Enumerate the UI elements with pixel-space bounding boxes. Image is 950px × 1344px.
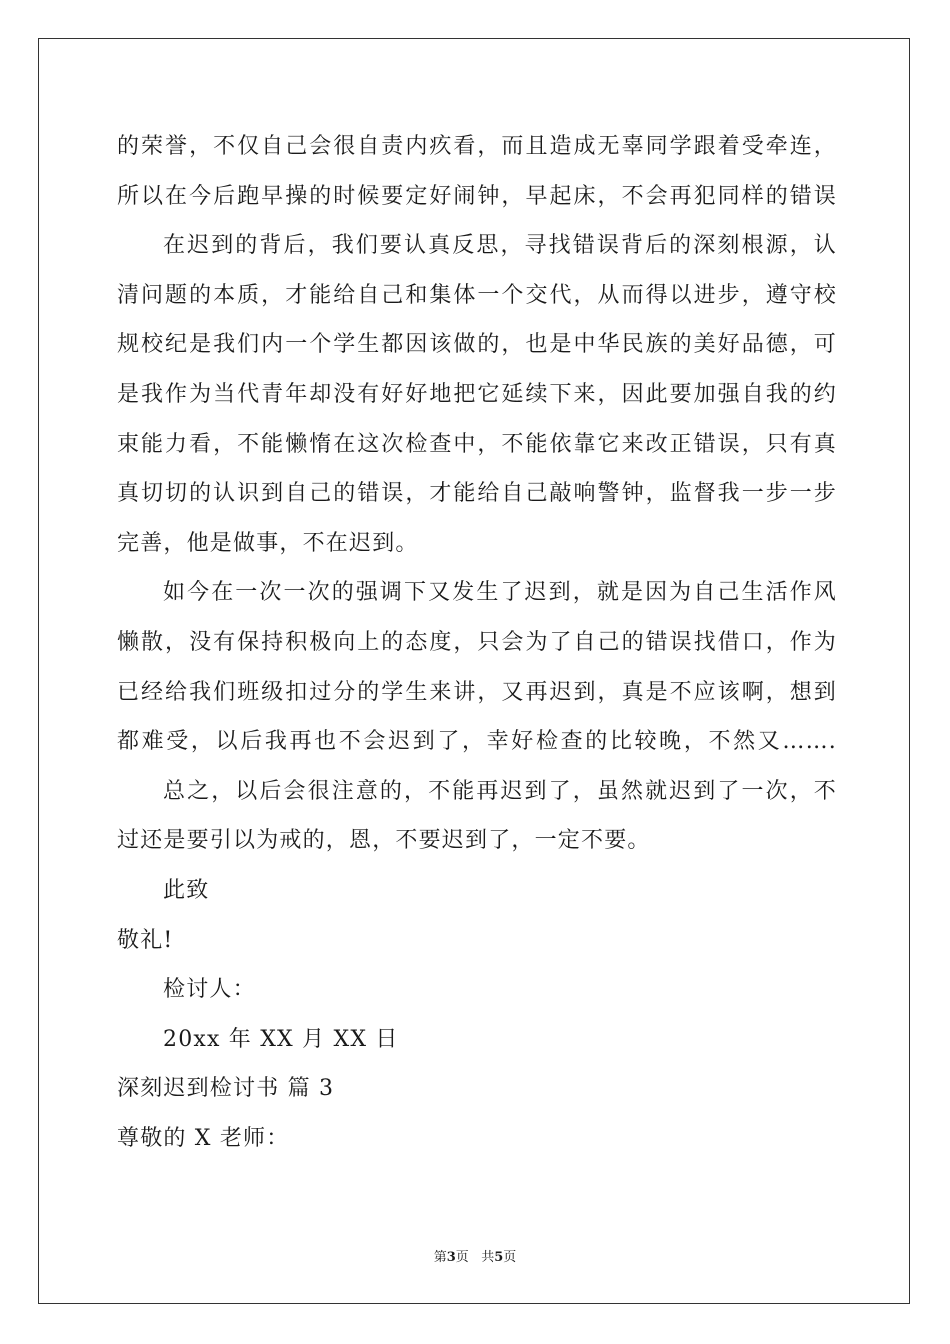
text-line: 所以在今后跑早操的时候要定好闹钟，早起床，不会再犯同样的错误 <box>117 183 837 209</box>
section-heading: 深刻迟到检讨书 篇 3 <box>117 1076 335 1102</box>
text-line: 真切切的认识到自己的错误，才能给自己敲响警钟，监督我一步一步 <box>117 481 837 507</box>
footer-total-label: 页 <box>503 1250 517 1265</box>
text-line: 都难受，以后我再也不会迟到了，幸好检查的比较晚，不然又……. <box>117 729 837 755</box>
closing-line: 此致 <box>163 877 210 903</box>
total-pages-number: 5 <box>494 1250 504 1265</box>
paragraph-start-line: 如今在一次一次的强调下又发生了迟到，就是因为自己生活作风 <box>163 580 837 606</box>
text-line: 规校纪是我们内一个学生都因该做的，也是中华民族的美好品德，可 <box>117 332 837 358</box>
footer-total-prefix: 共 <box>481 1250 495 1265</box>
text-line: 懒散，没有保持积极向上的态度，只会为了自己的错误找借口，作为 <box>117 629 837 655</box>
current-page-number: 3 <box>446 1250 456 1265</box>
text-line: 完善，他是做事，不在迟到。 <box>117 530 419 556</box>
text-line: 清问题的本质，才能给自己和集体一个交代，从而得以进步，遵守校 <box>117 282 837 308</box>
text-line: 过还是要引以为戒的，恩，不要迟到了，一定不要。 <box>117 828 651 854</box>
date-line: 20xx 年 XX 月 XX 日 <box>163 1026 399 1052</box>
signature-line: 检讨人： <box>163 977 256 1003</box>
text-line: 束能力看，不能懒惰在这次检查中，不能依靠它来改正错误，只有真 <box>117 431 837 457</box>
paragraph-start-line: 总之，以后会很注意的，不能再迟到了，虽然就迟到了一次，不 <box>163 778 837 804</box>
footer-prefix: 第 <box>433 1250 447 1265</box>
footer-page-label: 页 <box>455 1250 469 1265</box>
salutation-line: 敬礼! <box>117 927 174 953</box>
page-footer <box>0 1246 950 1265</box>
paragraph-start-line: 在迟到的背后，我们要认真反思，寻找错误背后的深刻根源，认 <box>163 233 837 259</box>
document-body <box>117 122 837 1163</box>
text-line: 是我作为当代青年却没有好好地把它延续下来，因此要加强自我的约 <box>117 381 837 407</box>
text-line: 已经给我们班级扣过分的学生来讲，又再迟到，真是不应该啊，想到 <box>117 679 837 705</box>
greeting-line: 尊敬的 X 老师： <box>117 1125 290 1151</box>
text-line: 的荣誉，不仅自己会很自责内疚看，而且造成无辜同学跟着受牵连， <box>117 134 837 159</box>
